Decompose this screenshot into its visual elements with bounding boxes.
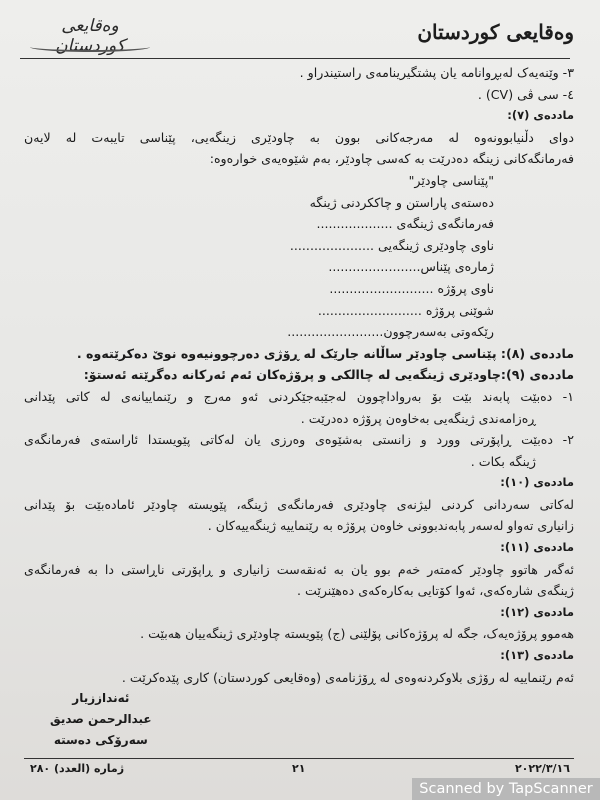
header-divider xyxy=(20,58,570,59)
article-13-text: ئەم رێنماییە لە رۆژی بلاوکردنەوەی لە ڕۆژنامەی (وەقایعی کوردستان) کاری پێدەکرێت . xyxy=(121,669,574,685)
id-card-department: فەرمانگەی ژینگەی ................... xyxy=(316,216,494,232)
article-7-text-1: دوای دڵنیابوونەوە لە مەرجەکانی بوون بە چاودێری زینگەیی، پێناسی تایبەت لە لایەن xyxy=(24,129,574,145)
id-card-title: "پێناسی چاودێر" xyxy=(408,172,494,188)
page-header xyxy=(20,12,580,56)
article-7-heading: ماددەی (٧): xyxy=(507,108,574,123)
id-card-authority: دەستەی پاراستن و چاککردنی ژینگە xyxy=(309,194,494,210)
scanner-watermark: Scanned by TapScanner xyxy=(412,778,600,800)
article-8: ماددەی (٨): پێناسی چاودێر ساڵانە جارێک لە ڕۆژی دەرچوونیەوە نوێ دەکرێتەوە . xyxy=(76,345,574,361)
article-11-text-1: ئەگەر هاتوو چاودێر کەمتەر خەم بوو یان بە ئەنقەست زانیاری و ڕاپۆرتی ناڕاستی دا بە فەرمانگەی xyxy=(24,561,574,577)
article-10-text-2: زانیاری تەواو لەسەر پابەندبوونی خاوەن پرۆژە بە رێنماییە ژینگەییەکان . xyxy=(207,518,574,534)
article-9-item-2: ٢- دەبێت ڕاپۆرتی وورد و زانستی بەشێوەی وەرزی یان لەکاتی پێویستدا ئاراستەی فەرمانگەی xyxy=(24,432,574,448)
signature-block xyxy=(50,688,152,751)
signature-title: سەرۆکی دەستە xyxy=(53,733,148,747)
article-11-text-2: ژینگەی شارەکەی، ئەوا کۆتایی بەکارەکەی دەهێنرێت . xyxy=(296,583,574,599)
footer-divider xyxy=(24,758,574,759)
list-item-3: ٣- وێنەیەک لەبڕوانامە یان پشتگیرینامەی راستیندراو . xyxy=(299,65,574,80)
id-card-observer-name: ناوی چاودێری ژینگەیی ..................... xyxy=(289,237,494,253)
article-9-item-1-cont: ڕەزامەندی ژینگەیی بەخاوەن پرۆژە دەدرێت . xyxy=(300,410,536,426)
article-12-text: هەموو پرۆژەیەک، جگە لە پرۆژەکانی پۆلێنی (ج) پێویستە چاودێری ژینگەییان هەبێت . xyxy=(140,626,574,642)
article-10-text-1: لەکاتی سەردانی کردنی لیژنەی چاودێری فەرمانگەی ژینگە، پێویستە چاودێر ئامادەبێت بۆ پێدانی xyxy=(24,496,574,512)
article-9-item-2-cont: ژینگە بکات . xyxy=(470,453,536,469)
id-card-project-name: ناوی پرۆژە .......................... xyxy=(329,280,494,296)
document-body xyxy=(24,62,574,688)
page-number: ٢١ xyxy=(292,762,306,775)
issue-date: ٢٠٢٢/٣/١٦ xyxy=(514,762,570,775)
article-11-heading: ماددەی (١١): xyxy=(500,540,574,555)
gazette-logo xyxy=(30,16,150,56)
list-item-4: ٤- سی ڤی (CV) . xyxy=(477,86,574,102)
article-12-heading: ماددەی (١٢): xyxy=(500,604,574,619)
article-9-heading: ماددەی (٩):چاودێری ژینگەیی لە چاالکی و پرۆژەکان ئەم ئەرکانە دەگرێتە ئەستۆ: xyxy=(83,367,574,383)
logo-calligraphy: وەقایعی کوردستان xyxy=(55,16,125,56)
signature-name: عبدالرحمن صديق xyxy=(50,712,152,726)
article-10-heading: ماددەی (١٠): xyxy=(500,475,574,490)
id-card-project-location: شوێنی پرۆژە .......................... xyxy=(317,302,494,318)
signature-role: ئەنداززیار xyxy=(72,691,130,705)
id-card-number: ژمارەی پێناس....................... xyxy=(328,259,494,275)
id-card-expiry-date: رێکەوتی بەسەرچوون........................ xyxy=(287,324,494,340)
article-13-heading: ماددەی (١٣): xyxy=(500,648,574,663)
issue-number: ژمارە (العدد) ٢٨٠ xyxy=(30,762,125,775)
article-7-text-2: فەرمانگەکانی زینگە دەدرێت بە کەسی چاودێر، بەم شێوەیەی خوارەوە: xyxy=(209,151,574,167)
article-9-item-1: ١- دەبێت پابەند بێت بۆ بەرواداچوون لەجێبەجێکردنی ئەو مەرج و رێنماییانەی لە کاتی پێدانی xyxy=(24,388,574,404)
gazette-title: وەقایعی کوردستان xyxy=(417,20,574,44)
logo-ornament xyxy=(30,42,150,52)
